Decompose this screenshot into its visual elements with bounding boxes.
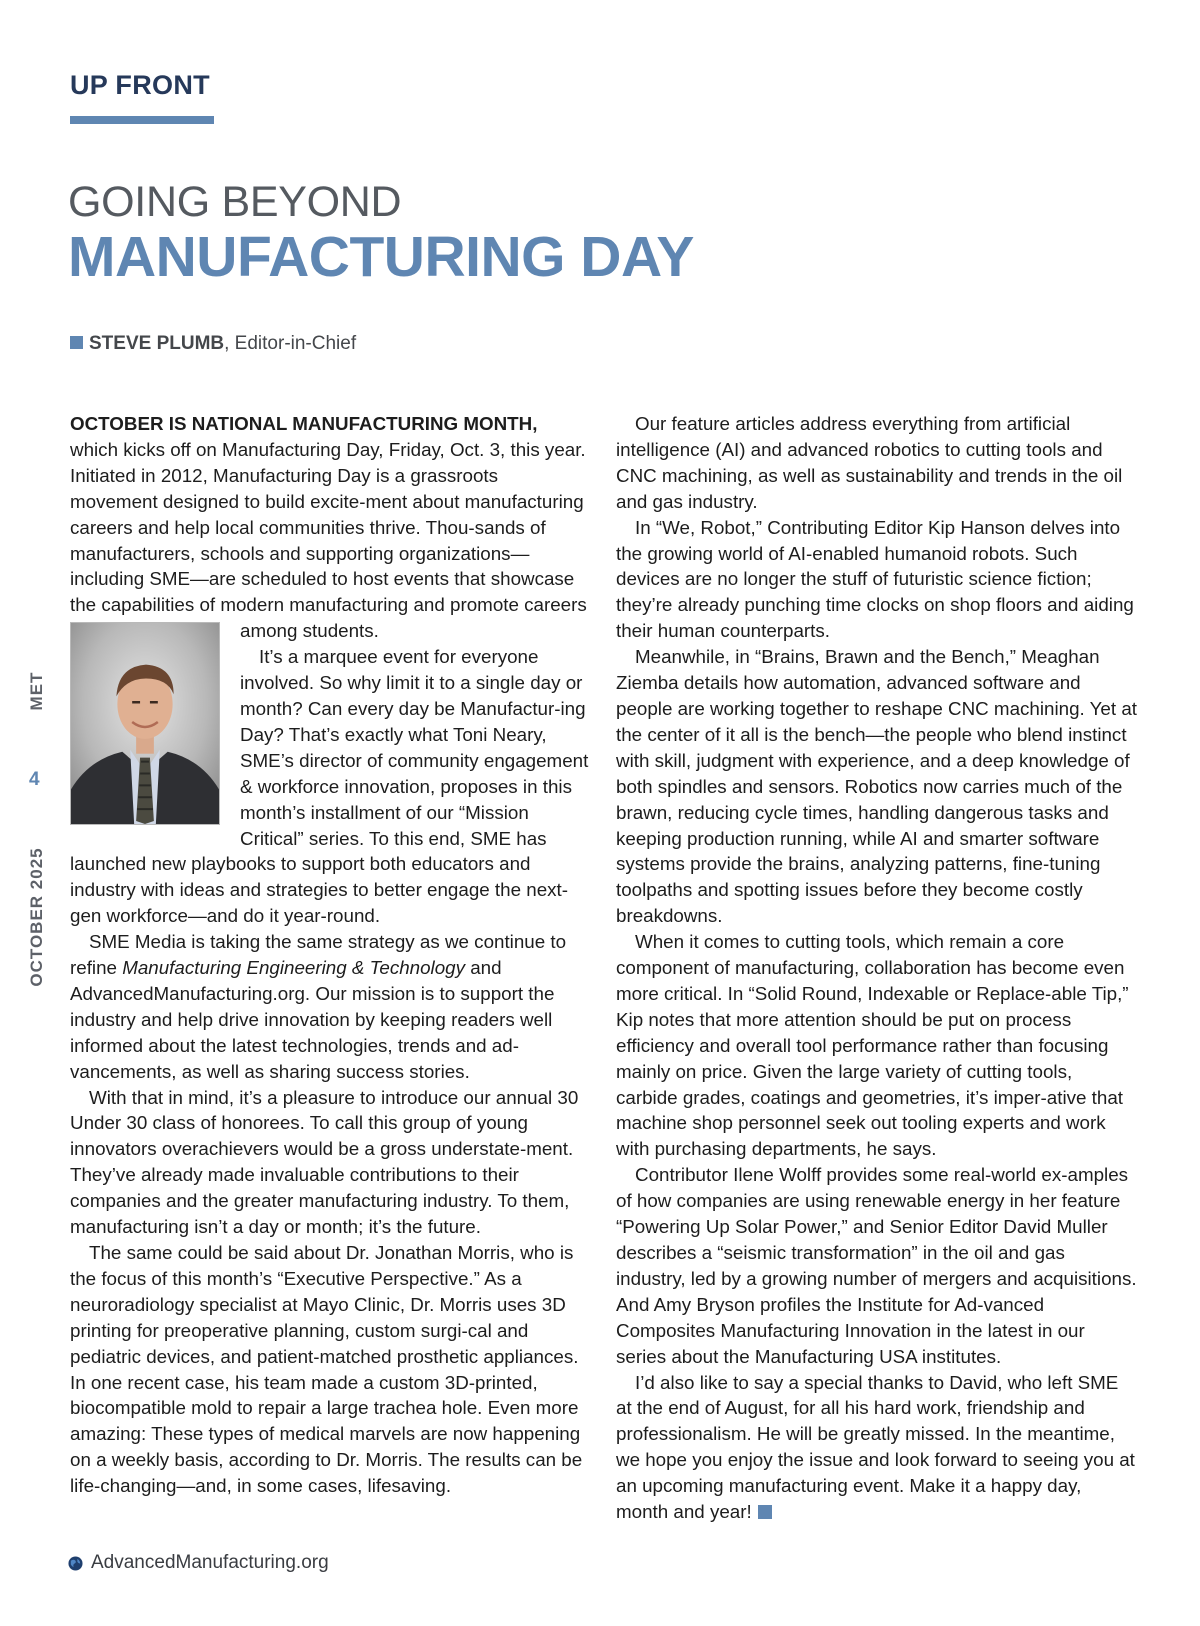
globe-icon xyxy=(68,1556,83,1571)
footer xyxy=(68,1552,329,1574)
publication-label: MET xyxy=(27,671,46,711)
headline-line-1: GOING BEYOND xyxy=(68,178,402,226)
paragraph-1 xyxy=(70,411,590,644)
section-rule xyxy=(70,116,214,124)
website-link[interactable]: AdvancedManufacturing.org xyxy=(91,1552,329,1573)
paragraph-11 xyxy=(616,1370,1138,1525)
end-mark-icon xyxy=(758,1505,772,1519)
headline-line-2: MANUFACTURING DAY xyxy=(68,225,694,289)
paragraph-2: It’s a marquee event for everyone involved. So why limit it to a single day or month? Can every day be Manufactur-ing Day? That’s exactly what Toni Neary, SME’s director of community engagement & workforce innovation, proposes in this month’s installment of our “Mission Critical” series. To this end, SME has launched new playbooks to support both educators and industry with ideas and strategies to better engage the next-gen workforce—and do it year-round. xyxy=(70,646,589,927)
article-column-right xyxy=(616,411,1138,1525)
paragraph-3-before: SME Media is taking the same strategy as we continue to refine xyxy=(70,931,567,979)
lead-in: OCTOBER IS NATIONAL MANUFACTURING MONTH, xyxy=(70,413,538,434)
paragraph-7: In “We, Robot,” Contributing Editor Kip Hanson delves into the growing world of AI-enabled humanoid robots. Such devices are no longer the stuff of futuristic science fiction; they’re already punching time clocks on shop floors and aiding their human counterparts. xyxy=(616,516,1134,642)
paragraph-5: The same could be said about Dr. Jonathan Morris, who is the focus of this month’s “Executive Perspective.” As a neuroradiology specialist at Mayo Clinic, Dr. Morris uses 3D printing for preoperative planning, custom surgi-cal and pediatric devices, and patient-matched prosthetic appliances. In one recent case, his team made a custom 3D-printed, biocompatible mold to repair a large trachea hole. Even more amazing: These types of medical marvels are now happening on a weekly basis, according to Dr. Morris. The results can be life-changing—and, in some cases, lifesaving. xyxy=(70,1242,583,1497)
paragraph-10: Contributor Ilene Wolff provides some real-world ex-amples of how companies are using renewable energy in her feature “Powering Up Solar Power,” and Senior Editor David Muller describes a “seismic transformation” in the oil and gas industry, led by a growing number of mergers and acquisitions. And Amy Bryson profiles the Institute for Ad-vanced Composites Manufacturing Innovation in the latest in our series about the Manufacturing USA institutes. xyxy=(616,1164,1137,1367)
author-portrait-image xyxy=(70,622,220,825)
paragraph-9: When it comes to cutting tools, which remain a core component of manufacturing, collaboration has become even more critical. In “Solid Round, Indexable or Replace-able Tip,” Kip notes that more attention should be put on process efficiency and overall tool performance rather than focusing mainly on price. Given the large variety of cutting tools, carbide grades, coatings and geometries, it’s imper-ative that machine shop personnel seek out tooling experts and work with purchasing departments, he says. xyxy=(616,931,1129,1160)
magazine-title: Manufacturing Engineering & Technology xyxy=(122,957,466,979)
paragraph-1-text: which kicks off on Manufacturing Day, Friday, Oct. 3, this year. Initiated in 2012, Manufacturing Day is a grassroots movement designed to build excite-ment about manufacturing careers and help local communities thrive. Thou-sands of manufacturers, schools and supporting organizations—including SME—are scheduled to host events that showcase the capabilities of modern manufacturing and promote careers among students. xyxy=(70,438,587,642)
paragraph-11-text: I’d also like to say a special thanks to David, who left SME at the end of August, for all his hard work, friendship and professionalism. He will be greatly missed. In the meantime, we hope you enjoy the issue and look forward to seeing you at an upcoming manufacturing event. Make it a happy day, month and year! xyxy=(616,1371,1135,1523)
section-label: UP FRONT xyxy=(70,70,210,100)
author-name: STEVE PLUMB xyxy=(89,333,225,354)
article-column-left xyxy=(70,411,590,1499)
issue-date: OCTOBER 2025 xyxy=(27,847,46,987)
author-role: , Editor-in-Chief xyxy=(224,333,357,354)
paragraph-3 xyxy=(70,929,590,1084)
byline-square-icon xyxy=(70,336,83,349)
paragraph-8: Meanwhile, in “Brains, Brawn and the Bench,” Meaghan Ziemba details how automation, advanced software and people are working together to reshape CNC machining. Yet at the center of it all is the bench—the people who blend instinct with skill, judgment with experience, and a deep knowledge of both spindles and sensors. Robotics now carries much of the brawn, reducing cycle times, handling dangerous tasks and keeping production running, while AI and smarter software systems provide the brains, analyzing patterns, fine-tuning toolpaths and spotting issues before they become costly breakdowns. xyxy=(616,646,1137,927)
paragraph-4: With that in mind, it’s a pleasure to introduce our annual 30 Under 30 class of honorees. To call this group of young innovators overachievers would be a gross understate-ment. They’ve already made invaluable contributions to their companies and the greater manufacturing industry. To them, manufacturing isn’t a day or month; it’s the future. xyxy=(70,1086,579,1238)
paragraph-3-after: and AdvancedManufacturing.org. Our mission is to support the industry and help drive innovation by keeping readers well informed about the latest technologies, trends and ad-vancements, as well as sharing success stories. xyxy=(70,957,555,1082)
paragraph-6: Our feature articles address everything from artificial intelligence (AI) and advanced robotics to cutting tools and CNC machining, as well as sustainability and trends in the oil and gas industry. xyxy=(616,413,1123,512)
page-number: 4 xyxy=(29,769,40,790)
byline xyxy=(70,333,356,355)
